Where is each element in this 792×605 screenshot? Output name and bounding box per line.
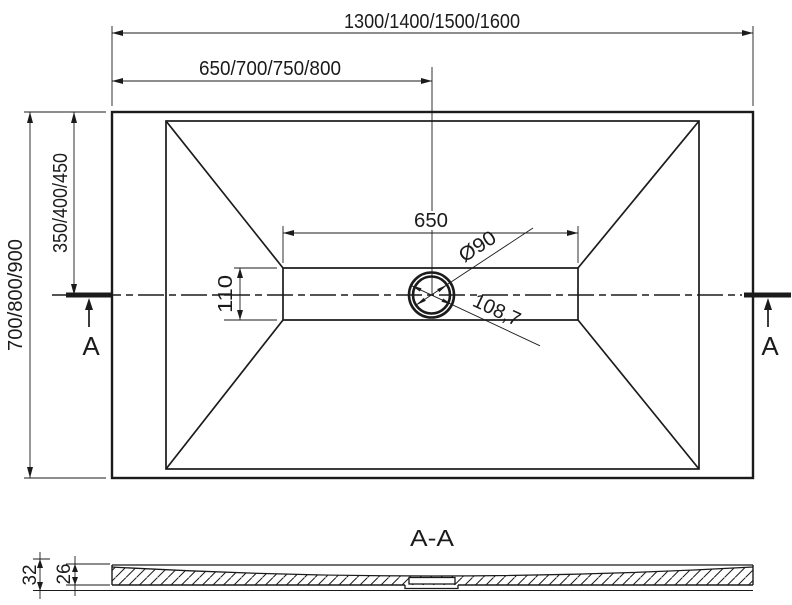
dim-top-half-depth [50, 112, 77, 295]
section-title: A-A [410, 525, 455, 551]
section-view [20, 525, 753, 599]
section-drain-recess [405, 585, 458, 589]
dim-total-width-label: 1300/1400/1500/1600 [344, 11, 520, 33]
dim-edge-height [20, 552, 50, 599]
dim-drain-inner-diameter-label: Ø90 [454, 228, 499, 268]
dim-left-half-width-label: 650/700/750/800 [199, 58, 341, 80]
section-marker-left [82, 298, 100, 361]
dim-channel-length-label: 650 [414, 210, 448, 232]
dim-drain-inner-diameter [416, 227, 533, 306]
section-drain-cover [409, 578, 455, 585]
dim-edge-height-label: 32 [20, 564, 41, 586]
dim-channel-length [283, 210, 578, 263]
dim-channel-width-label: 110 [215, 281, 237, 313]
dim-drain-outer-diameter-label: 108,7 [469, 290, 524, 332]
section-label-right: A [761, 331, 779, 361]
dim-total-depth-label: 700/800/900 [5, 239, 27, 351]
section-label-left: A [82, 331, 100, 361]
dim-top-half-depth-label: 350/400/450 [50, 141, 72, 253]
dim-left-half-width [112, 58, 432, 295]
top-view [5, 11, 791, 478]
dim-channel-width [215, 268, 277, 320]
section-marker-right [761, 298, 779, 361]
dim-inner-height-label: 26 [54, 563, 75, 585]
